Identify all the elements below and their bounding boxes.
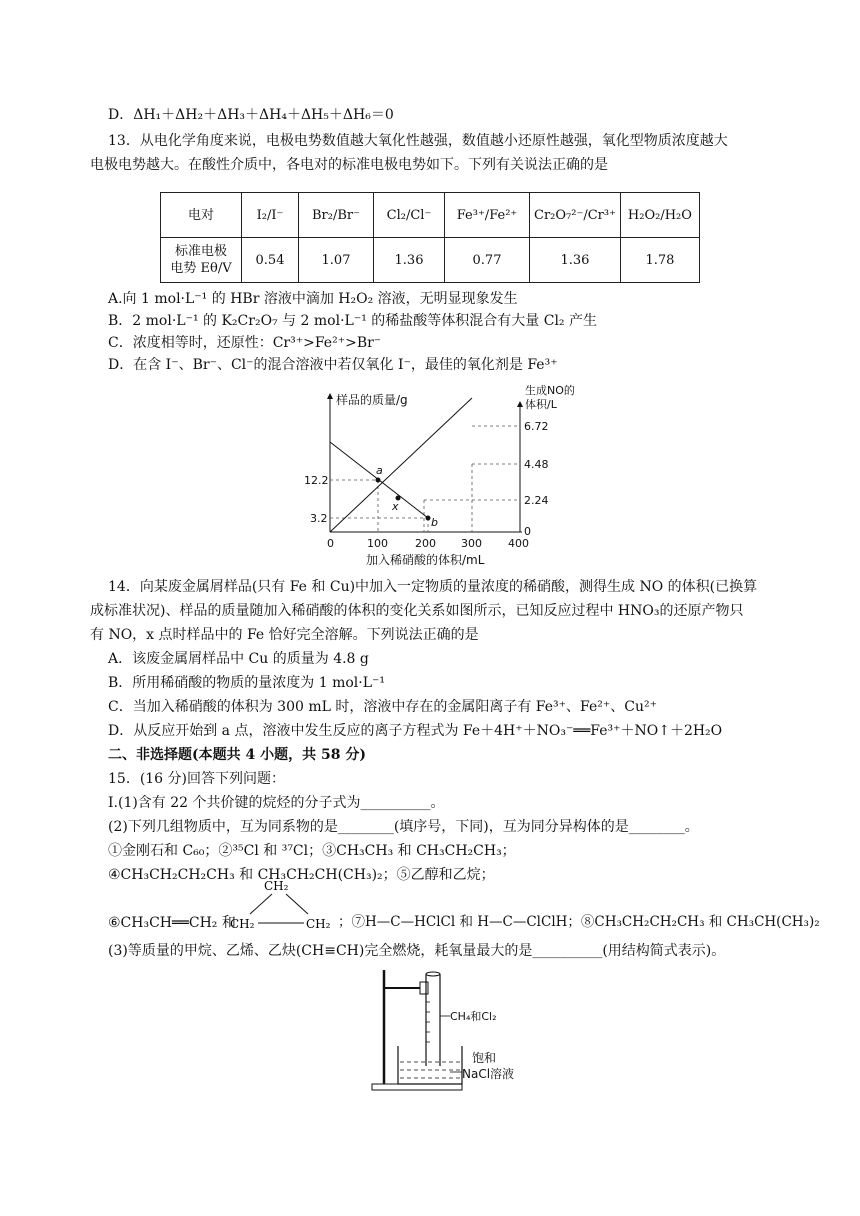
header-line: 标准电极 — [174, 244, 227, 259]
table-cell: Cl₂/Cl⁻ — [374, 193, 445, 238]
table-cell: H₂O₂/H₂O — [620, 193, 699, 238]
section-heading: 二、非选择题(本题共 4 小题，共 58 分) — [108, 747, 366, 763]
q12-option-d: D．ΔH₁＋ΔH₂＋ΔH₃＋ΔH₄＋ΔH₅＋ΔH₆＝0 — [108, 107, 394, 123]
table-cell: 1.07 — [299, 238, 374, 283]
no-volume-line — [330, 398, 472, 532]
y-tick-label: 3.2 — [310, 512, 328, 525]
q15-p1: Ⅰ.(1)含有 22 个共价键的烷烃的分子式为__________。 — [108, 795, 445, 811]
table-row — [161, 238, 700, 283]
solution-label-1: 饱和 — [472, 1051, 497, 1065]
q14-option-b: B．所用稀硝酸的物质的量浓度为 1 mol·L⁻¹ — [108, 675, 386, 691]
x-tick-label: 100 — [367, 537, 388, 550]
q14-option-a: A．该废金属屑样品中 Cu 的质量为 4.8 g — [108, 651, 369, 667]
gas-label: CH₄和Cl₂ — [450, 1010, 497, 1023]
q13-option-a: A.向 1 mol·L⁻¹ 的 HBr 溶液中滴加 H₂O₂ 溶液，无明显现象发生 — [108, 291, 518, 307]
table-row — [161, 193, 700, 238]
x-tick-label: 200 — [415, 537, 436, 550]
table-cell: Br₂/Br⁻ — [299, 193, 374, 238]
ring-top-label: CH₂ — [264, 879, 289, 893]
ring-left-label: CH₂ — [230, 917, 255, 931]
table-header-pair: 电对 — [161, 193, 242, 238]
table-cell: 1.78 — [620, 238, 699, 283]
q15-p3: ①金刚石和 C₆₀；②³⁵Cl 和 ³⁷Cl；③CH₃CH₃ 和 CH₃CH₂CH₃； — [108, 843, 516, 859]
q15-p6: (3)等质量的甲烷、乙烯、乙炔(CH≡CH)完全燃烧，耗氧量最大的是__________(用结构简式表示)。 — [108, 943, 726, 959]
right-tick-label: 6.72 — [524, 420, 549, 433]
right-axis-label-line1: 生成NO的 — [525, 384, 575, 397]
x-tick-label: 400 — [508, 537, 529, 550]
ring-right-label: CH₂ — [306, 917, 331, 931]
q13-option-c: C．浓度相等时，还原性：Cr³⁺>Fe²⁺>Br⁻ — [108, 335, 382, 351]
table-cell: I₂/I⁻ — [242, 193, 299, 238]
right-tick-label: 0 — [524, 525, 531, 538]
q14-option-c: C．当加入稀硝酸的体积为 300 mL 时，溶液中存在的金属阳离子有 Fe³⁺、Fe²⁺、Cu²⁺ — [108, 699, 658, 715]
q15-p4: ④CH₃CH₂CH₂CH₃ 和 CH₃CH₂CH(CH₃)₂；⑤乙醇和乙烷； — [108, 867, 495, 883]
header-line: 电势 Eθ/V — [170, 261, 232, 276]
table-header-potential — [161, 238, 242, 283]
table-cell: 0.54 — [242, 238, 299, 283]
left-axis-label: 样品的质量/g — [336, 393, 408, 407]
mass-volume-chart — [300, 384, 575, 570]
q15-p5-b: ；⑦H—C—HClCl 和 H—C—ClClH；⑧CH₃CH₂CH₂CH₃ 和 CH₃CH(CH₃)₂ — [338, 914, 820, 930]
point-x-label: x — [392, 500, 399, 513]
x-axis-label: 加入稀硝酸的体积/mL — [366, 553, 485, 567]
x-tick-label: 0 — [327, 537, 334, 550]
table-cell: 1.36 — [530, 238, 621, 283]
q15-p5-a: ⑥CH₃CH══CH₂ 和 — [108, 915, 236, 931]
table-cell: Cr₂O₇²⁻/Cr³⁺ — [530, 193, 621, 238]
right-tick-label: 4.48 — [524, 458, 549, 471]
right-axis-label-line2: 体积/L — [525, 398, 557, 411]
point-a — [376, 478, 381, 483]
q14-option-d: D．从反应开始到 a 点，溶液中发生反应的离子方程式为 Fe＋4H⁺＋NO₃⁻══Fe³⁺＋NO↑＋2H₂O — [108, 723, 723, 739]
right-tick-label: 2.24 — [524, 494, 549, 507]
q15-stem: 15．(16 分)回答下列问题： — [108, 771, 286, 787]
q13-stem-line1: 13．从电化学角度来说，电极电势数值越大氧化性越强，数值越小还原性越强，氧化型物质浓度越大 — [108, 133, 728, 149]
q14-stem-line1: 14．向某废金属屑样品(只有 Fe 和 Cu)中加入一定物质的量浓度的稀硝酸，测得生成 NO 的体积(已换算 — [108, 579, 758, 595]
q13-option-d: D．在含 I⁻、Br⁻、Cl⁻的混合溶液中若仅氧化 I⁻，最佳的氧化剂是 Fe³⁺ — [108, 357, 558, 373]
q15-p2: (2)下列几组物质中，互为同系物的是________(填序号，下同)，互为同分异构体的是________。 — [108, 819, 699, 835]
x-tick-label: 300 — [461, 537, 482, 550]
cyclopropane-structure — [228, 876, 338, 936]
y-tick-label: 12.2 — [304, 474, 329, 487]
table-cell: Fe³⁺/Fe²⁺ — [445, 193, 530, 238]
q14-stem-line3: 有 NO，x 点时样品中的 Fe 恰好完全溶解。下列说法正确的是 — [90, 627, 479, 643]
table-cell: 1.36 — [374, 238, 445, 283]
table-cell: 0.77 — [445, 238, 530, 283]
point-a-label: a — [376, 464, 383, 477]
q13-option-b: B．2 mol·L⁻¹ 的 K₂Cr₂O₇ 与 2 mol·L⁻¹ 的稀盐酸等体积混合有大量 Cl₂ 产生 — [108, 313, 597, 329]
electrode-potential-table — [160, 192, 700, 283]
point-b — [426, 516, 431, 521]
q14-stem-line2: 成标准状况)、样品的质量随加入稀硝酸的体积的变化关系如图所示，已知反应过程中 HNO₃的还原产物只 — [90, 603, 744, 619]
solution-label-2: NaCl溶液 — [462, 1067, 515, 1081]
apparatus-diagram — [370, 966, 550, 1096]
q13-stem-line2: 电极电势越大。在酸性介质中，各电对的标准电极电势如下。下列有关说法正确的是 — [90, 157, 608, 173]
point-b-label: b — [431, 516, 438, 529]
